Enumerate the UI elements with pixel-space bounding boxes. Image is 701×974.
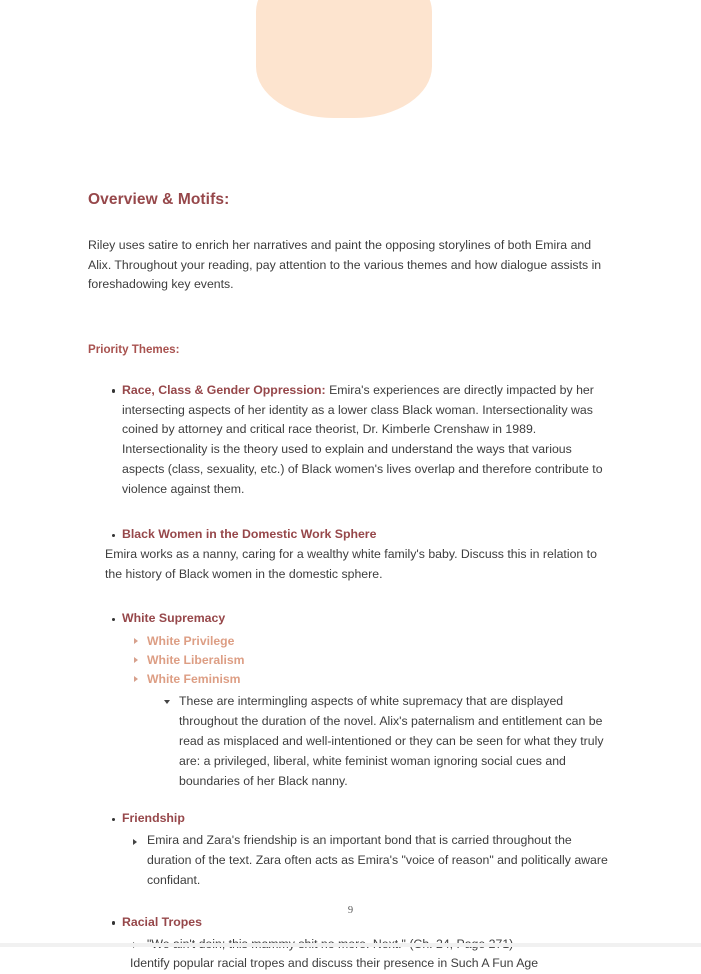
list-item bbox=[130, 670, 614, 689]
list-item bbox=[130, 935, 614, 974]
note-text: These are intermingling aspects of white supremacy that are displayed throughout the duration of the novel. Alix's paternalism and entitlement can be read as misplaced and well-intentioned or they can be seen for what they truly are: a privileged, liberal, white feminist woman ignoring social cues and boundaries of her Black nanny. bbox=[179, 694, 604, 789]
theme-title: Race, Class & Gender Oppression: bbox=[122, 382, 326, 397]
page-bottom-divider bbox=[0, 943, 701, 947]
note-text: Emira and Zara's friendship is an important bond that is carried throughout the duration of the text. Zara often acts as Emira's "voice of reason" and politically aware confidant. bbox=[147, 832, 608, 887]
list-item bbox=[88, 809, 614, 891]
page-content bbox=[88, 190, 614, 974]
prompt-text: Identify popular racial tropes and discuss their presence in Such A Fun Age bbox=[130, 956, 539, 971]
theme-title: Racial Tropes bbox=[122, 914, 202, 929]
subitem-label: White Liberalism bbox=[147, 652, 245, 667]
page-title: Overview & Motifs: bbox=[88, 191, 230, 208]
list-item bbox=[162, 692, 614, 792]
list-item bbox=[130, 632, 614, 651]
racial-tropes-detail bbox=[122, 935, 614, 974]
peach-blob-shape bbox=[256, 0, 432, 118]
subitem-label: White Privilege bbox=[147, 633, 235, 648]
page-number: 9 bbox=[347, 905, 354, 916]
list-item bbox=[88, 381, 614, 500]
theme-body: Emira's experiences are directly impacted by her intersecting aspects of her identity as a lower class Black woman. Intersectionality was coined by attorney and critical race theorist, Dr. Kimberle Crenshaw in 1989. Intersectionality is the theory used to explain and understand the ways that various aspects (class, sexuality, etc.) of Black women's lives overlap and therefore contribute to violence against them. bbox=[122, 382, 603, 497]
list-item bbox=[130, 831, 614, 891]
friendship-note bbox=[122, 831, 614, 891]
list-item bbox=[88, 609, 614, 792]
theme-body: Emira works as a nanny, caring for a wealthy white family's baby. Discuss this in relation to the history of Black women in the domestic sphere. bbox=[105, 546, 597, 581]
theme-title: Friendship bbox=[122, 811, 185, 826]
intro-paragraph: Riley uses satire to enrich her narratives and paint the opposing storylines of both Emira and Alix. Throughout your reading, pay attention to the various themes and how dialogue assists in foreshadowing key events. bbox=[88, 238, 602, 291]
theme-title: White Supremacy bbox=[122, 610, 226, 625]
list-item bbox=[88, 525, 614, 585]
themes-list bbox=[88, 381, 614, 974]
white-supremacy-note bbox=[122, 692, 614, 792]
theme-title: Black Women in the Domestic Work Sphere bbox=[122, 527, 377, 542]
list-item bbox=[130, 651, 614, 670]
priority-themes-label: Priority Themes: bbox=[88, 343, 180, 357]
white-supremacy-subitems bbox=[122, 632, 614, 690]
subitem-label: White Feminism bbox=[147, 672, 241, 687]
